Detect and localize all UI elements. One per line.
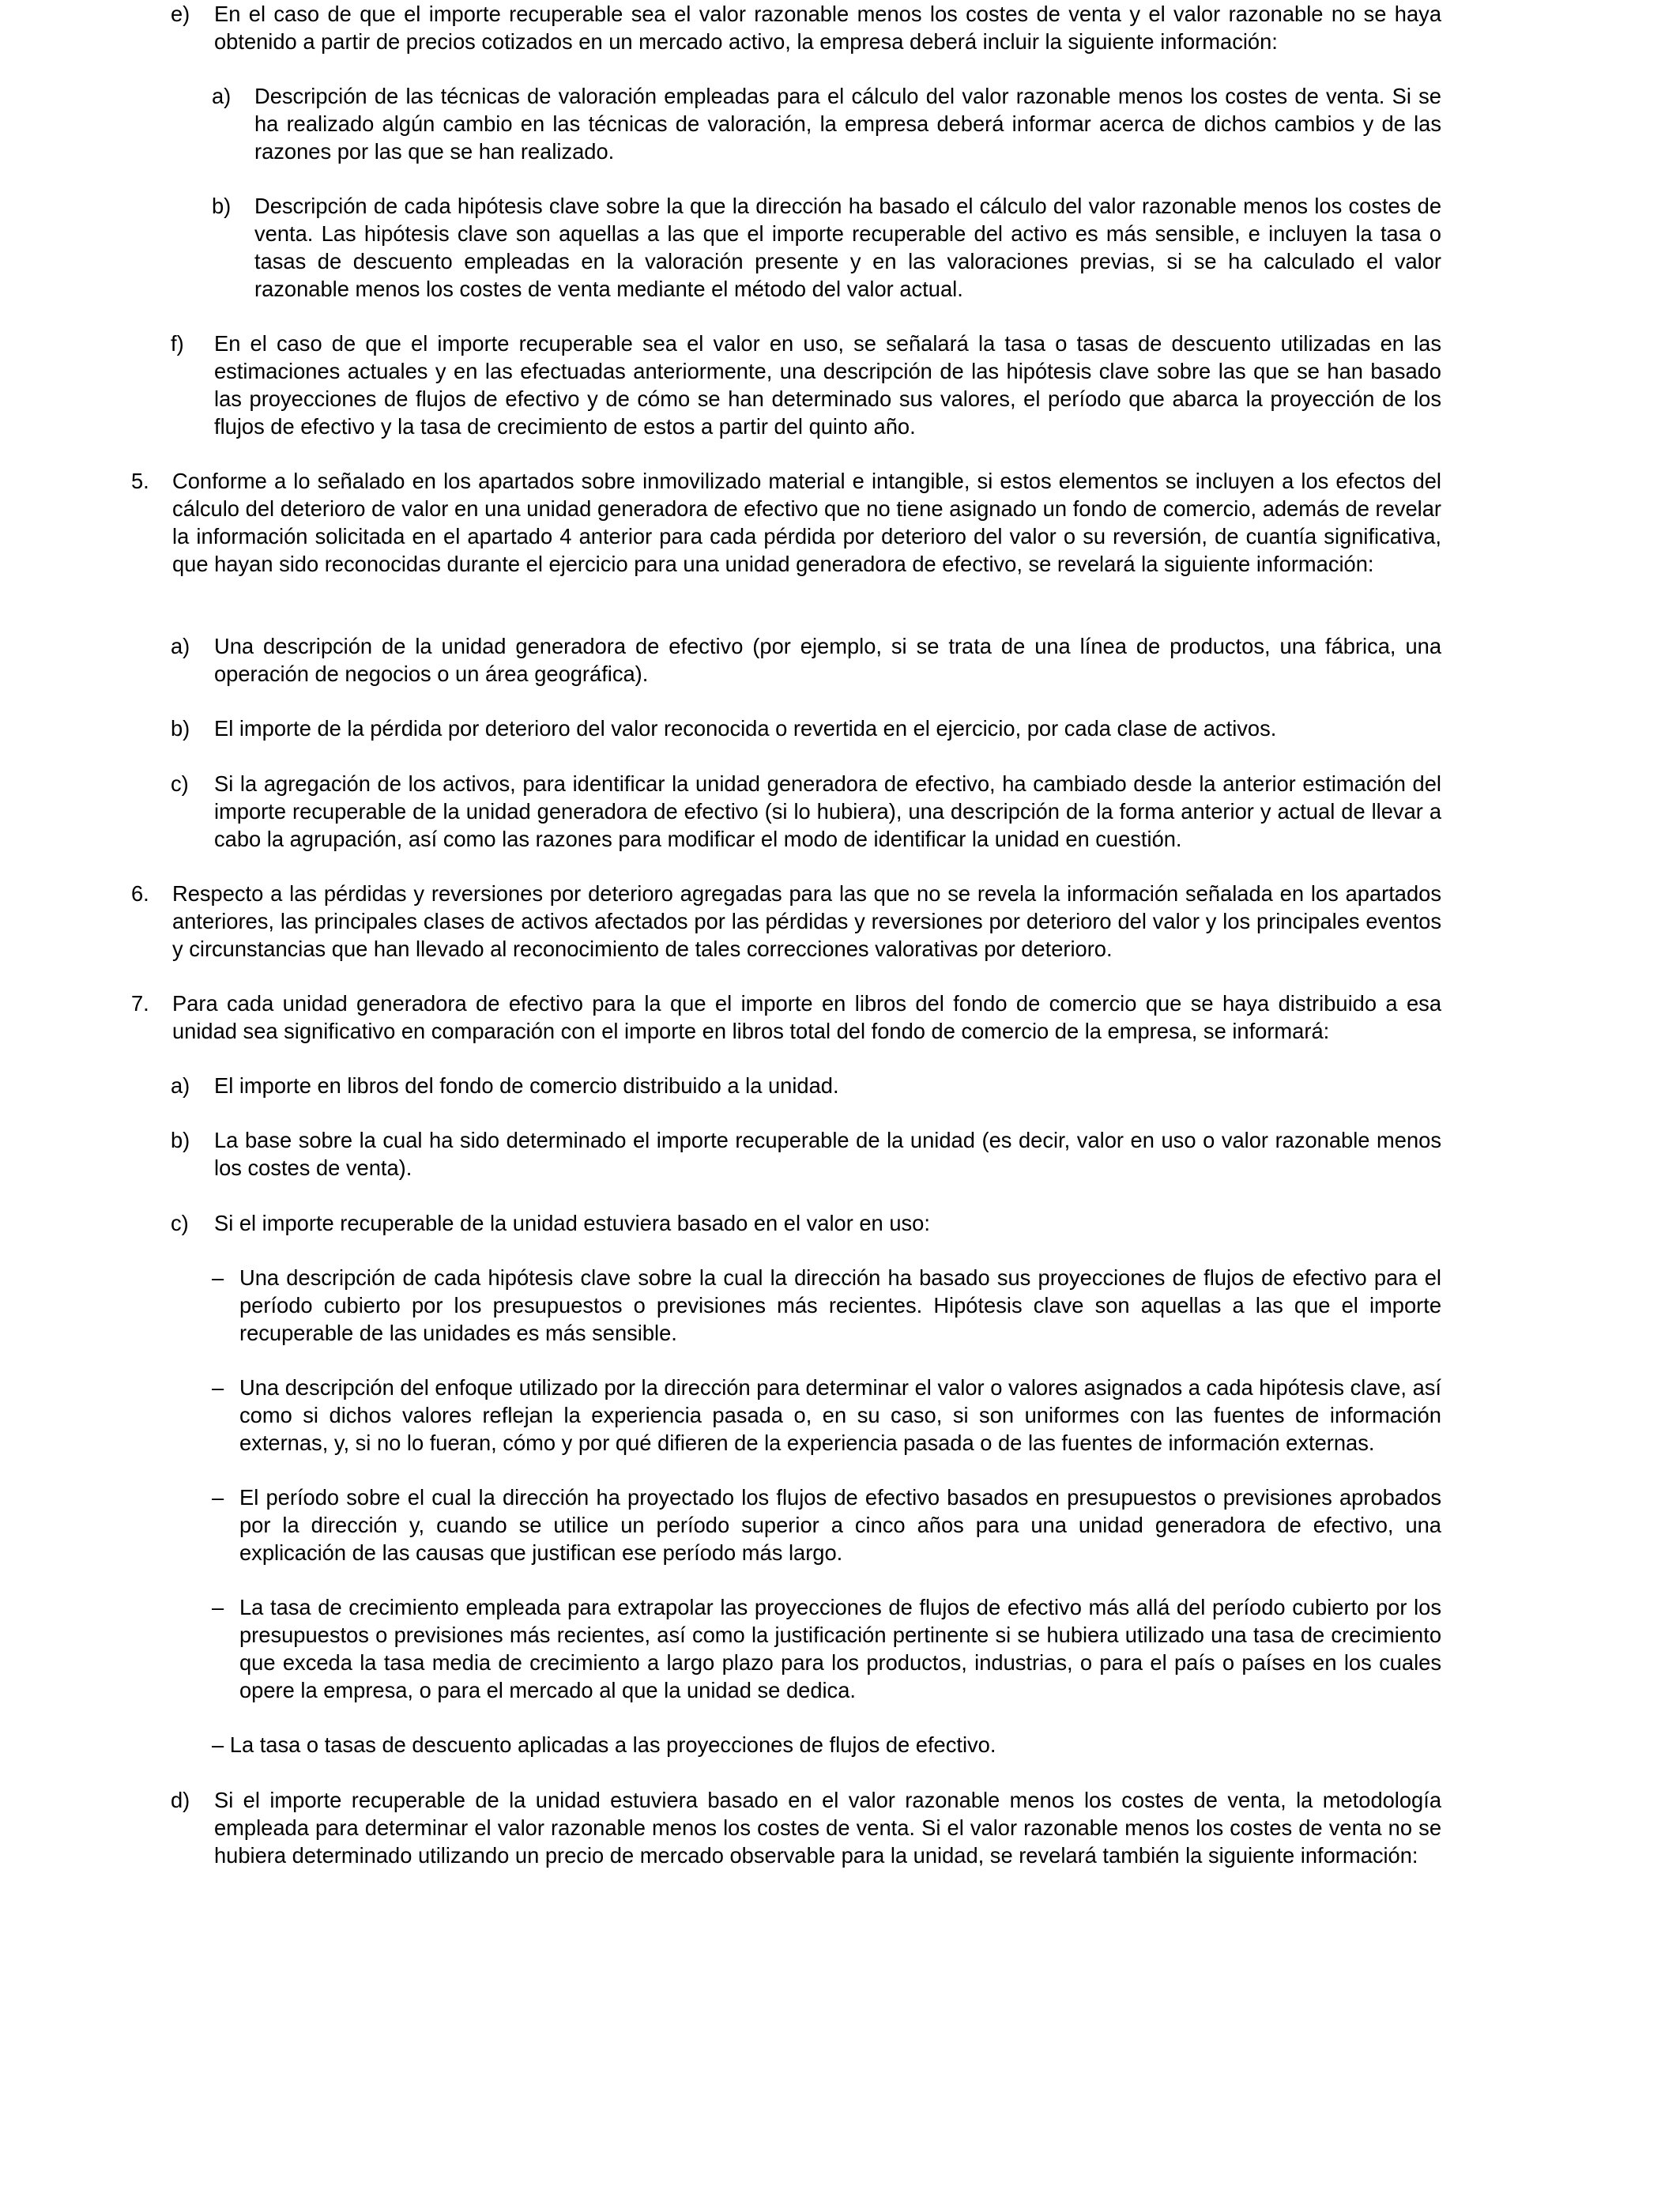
paragraph-7 [131, 990, 1441, 1045]
list-text: Descripción de las técnicas de valoración empleadas para el cálculo del valor razonable menos los costes de venta. Si se ha realizado algún cambio en las técnicas de valoración, la empresa deberá informar acerca de dichos cambios y de las razones por las que se han realizado. [254, 84, 1441, 164]
list-text: En el caso de que el importe recuperable sea el valor razonable menos los costes de venta y el valor razonable no se haya obtenido a partir de precios cotizados en un mercado activo, la empresa deberá incluir la siguiente información: [214, 2, 1441, 54]
dash-item-5 [212, 1731, 1441, 1759]
dash-item-2 [212, 1374, 1441, 1457]
dash-label: – [212, 1265, 224, 1290]
list-label: c) [171, 771, 189, 796]
list-label: b) [171, 716, 190, 741]
list-text: En el caso de que el importe recuperable sea el valor en uso, se señalará la tasa o tasas de descuento utilizadas en las estimaciones actuales y en las efectuadas anteriormente, una descripción de las hipótesis clave sobre las que se han basado las proyecciones de flujos de efectivo y de cómo se han determinado sus valores, el período que abarca la proyección de los flujos de efectivo y la tasa de crecimiento de estos a partir del quinto año. [214, 331, 1441, 439]
paragraph-5 [131, 467, 1441, 578]
paragraph-text: Respecto a las pérdidas y reversiones por deterioro agregadas para las que no se revela la información señalada en los apartados anteriores, las principales clases de activos afectados por las pérdidas y reversiones por deterioro del valor y los principales eventos y circunstancias que han llevado al reconocimiento de tales correcciones valorativas por deterioro. [172, 881, 1441, 961]
dash-text: La tasa de crecimiento empleada para extrapolar las proyecciones de flujos de efectivo más allá del período cubierto por los presupuestos o previsiones más recientes, así como la justificación pertinente si se hubiera utilizado una tasa de crecimiento que exceda la tasa media de crecimiento a largo plazo para los productos, industrias, o para el país o países en los cuales opere la empresa, o para el mercado al que la unidad se dedica. [239, 1595, 1441, 1702]
list-text: La base sobre la cual ha sido determinado el importe recuperable de la unidad (es decir, valor en uso o valor razonable menos los costes de venta). [214, 1128, 1441, 1180]
paragraph-6 [131, 880, 1441, 963]
list-label: a) [171, 1073, 190, 1098]
dash-text: – La tasa o tasas de descuento aplicadas a las proyecciones de flujos de efectivo. [212, 1732, 996, 1757]
list-label: b) [212, 194, 232, 218]
list-text: Descripción de cada hipótesis clave sobre la que la dirección ha basado el cálculo del valor razonable menos los costes de venta. Las hipótesis clave son aquellas a las que el importe recuperable del activo es más sensible, e incluyen la tasa o tasas de descuento empleadas en la valoración presente y en las valoraciones previas, si se ha calculado el valor razonable menos los costes de venta mediante el método del valor actual. [254, 194, 1441, 301]
list-item-5-a [171, 632, 1441, 688]
list-item-e [171, 0, 1441, 55]
list-label: c) [171, 1211, 189, 1235]
list-item-7-c [171, 1209, 1441, 1237]
list-text: Si el importe recuperable de la unidad estuviera basado en el valor en uso: [214, 1211, 930, 1235]
list-item-5-b [171, 714, 1441, 742]
list-item-e-a [212, 82, 1441, 165]
list-text: El importe en libros del fondo de comercio distribuido a la unidad. [214, 1073, 839, 1098]
paragraph-text: Conforme a lo señalado en los apartados sobre inmovilizado material e intangible, si estos elementos se incluyen a los efectos del cálculo del deterioro de valor en una unidad generadora de efectivo que no tiene asignado un fondo de comercio, además de revelar la información solicitada en el apartado 4 anterior para cada pérdida por deterioro del valor o su reversión, de cuantía significativa, que hayan sido reconocidas durante el ejercicio para una unidad generadora de efectivo, se revelará la siguiente información: [172, 469, 1441, 576]
list-text: Si el importe recuperable de la unidad estuviera basado en el valor razonable menos los costes de venta, la metodología empleada para determinar el valor razonable menos los costes de venta. Si el valor razonable menos los costes de venta no se hubiera determinado utilizando un precio de mercado observable para la unidad, se revelará también la siguiente información: [214, 1788, 1441, 1868]
list-text: El importe de la pérdida por deterioro del valor reconocida o revertida en el ejercicio, por cada clase de activos. [214, 716, 1277, 741]
list-label: d) [171, 1788, 190, 1812]
dash-label: – [212, 1375, 224, 1400]
list-item-7-b [171, 1126, 1441, 1182]
paragraph-number: 5. [131, 469, 149, 493]
dash-text: Una descripción de cada hipótesis clave sobre la cual la dirección ha basado sus proyecciones de flujos de efectivo para el período cubierto por los presupuestos o previsiones más recientes. Hipótesis clave son aquellas a las que el importe recuperable de las unidades es más sensible. [239, 1265, 1441, 1345]
list-label: e) [171, 2, 190, 26]
list-label: b) [171, 1128, 190, 1152]
paragraph-number: 6. [131, 881, 149, 906]
list-label: a) [212, 84, 232, 108]
dash-text: El período sobre el cual la dirección ha proyectado los flujos de efectivo basados en presupuestos o previsiones aprobados por la dirección y, cuando se utilice un período superior a cinco años para una unidad generadora de efectivo, una explicación de las causas que justifican ese período más largo. [239, 1485, 1441, 1565]
list-item-e-b [212, 192, 1441, 303]
list-label: a) [171, 634, 190, 658]
dash-text: Una descripción del enfoque utilizado por la dirección para determinar el valor o valores asignados a cada hipótesis clave, así como si dichos valores reflejan la experiencia pasada o, en su caso, si son uniformes con las fuentes de información externas, y, si no lo fueran, cómo y por qué difieren de la experiencia pasada o de las fuentes de información externas. [239, 1375, 1441, 1455]
list-item-f [171, 330, 1441, 440]
dash-label: – [212, 1485, 224, 1510]
list-text: Una descripción de la unidad generadora de efectivo (por ejemplo, si se trata de una línea de productos, una fábrica, una operación de negocios o un área geográfica). [214, 634, 1441, 686]
paragraph-text: Para cada unidad generadora de efectivo para la que el importe en libros del fondo de comercio que se haya distribuido a esa unidad sea significativo en comparación con el importe en libros total del fondo de comercio de la empresa, se informará: [172, 991, 1441, 1043]
list-text: Si la agregación de los activos, para identificar la unidad generadora de efectivo, ha cambiado desde la anterior estimación del importe recuperable de la unidad generadora de efectivo (si lo hubiera), una descripción de la forma anterior y actual de llevar a cabo la agrupación, así como las razones para modificar el modo de identificar la unidad en cuestión. [214, 771, 1441, 851]
dash-item-4 [212, 1593, 1441, 1704]
list-label: f) [171, 331, 184, 356]
list-item-5-c [171, 770, 1441, 853]
paragraph-number: 7. [131, 991, 149, 1016]
dash-item-3 [212, 1483, 1441, 1566]
list-item-7-a [171, 1072, 1441, 1099]
dash-item-1 [212, 1264, 1441, 1347]
dash-label: – [212, 1595, 224, 1619]
list-item-7-d [171, 1786, 1441, 1869]
